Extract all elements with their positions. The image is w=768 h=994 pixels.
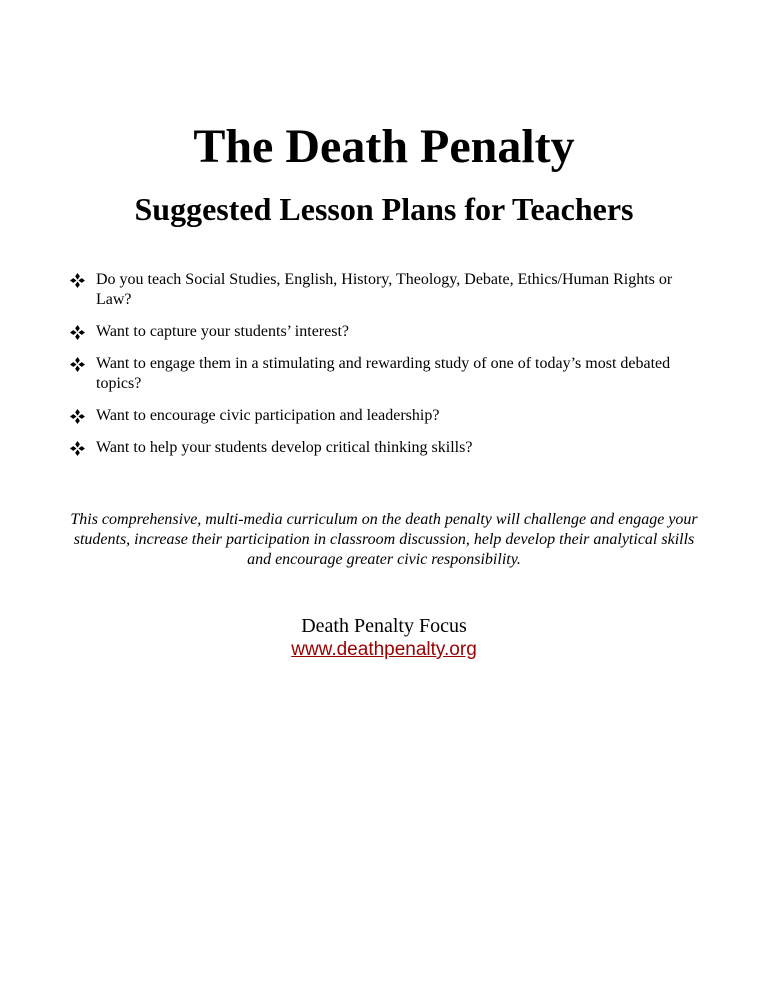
list-item — [70, 406, 690, 426]
diamond-quad-bullet-icon — [70, 441, 85, 456]
diamond-quad-bullet-icon — [70, 409, 85, 424]
curriculum-description: This comprehensive, multi-media curriculum on the death penalty will challenge and engage your students, increase their participation in classroom discussion, help develop their analytical skills and encourage greater civic responsibility. — [70, 511, 698, 568]
list-item-text: Want to engage them in a stimulating and rewarding study of one of today’s most debated topics? — [96, 355, 671, 392]
list-item — [70, 270, 690, 310]
list-item — [70, 322, 690, 342]
diamond-quad-bullet-icon — [70, 273, 85, 288]
organization-name: Death Penalty Focus — [301, 615, 467, 637]
organization-link-line — [0, 638, 768, 662]
question-list — [70, 270, 690, 470]
organization-website-link[interactable]: www.deathpenalty.org — [291, 639, 477, 660]
page-subtitle: Suggested Lesson Plans for Teachers — [134, 191, 634, 227]
diamond-quad-bullet-icon — [70, 357, 85, 372]
diamond-quad-bullet-icon — [70, 325, 85, 340]
list-item-text: Want to encourage civic participation and leadership? — [96, 407, 440, 424]
page-title: The Death Penalty — [193, 120, 575, 173]
list-item — [70, 354, 690, 394]
list-item — [70, 438, 690, 458]
list-item-text: Want to help your students develop critical thinking skills? — [96, 439, 473, 456]
list-item-text: Want to capture your students’ interest? — [96, 323, 349, 340]
list-item-text: Do you teach Social Studies, English, History, Theology, Debate, Ethics/Human Rights or Law? — [96, 271, 673, 308]
